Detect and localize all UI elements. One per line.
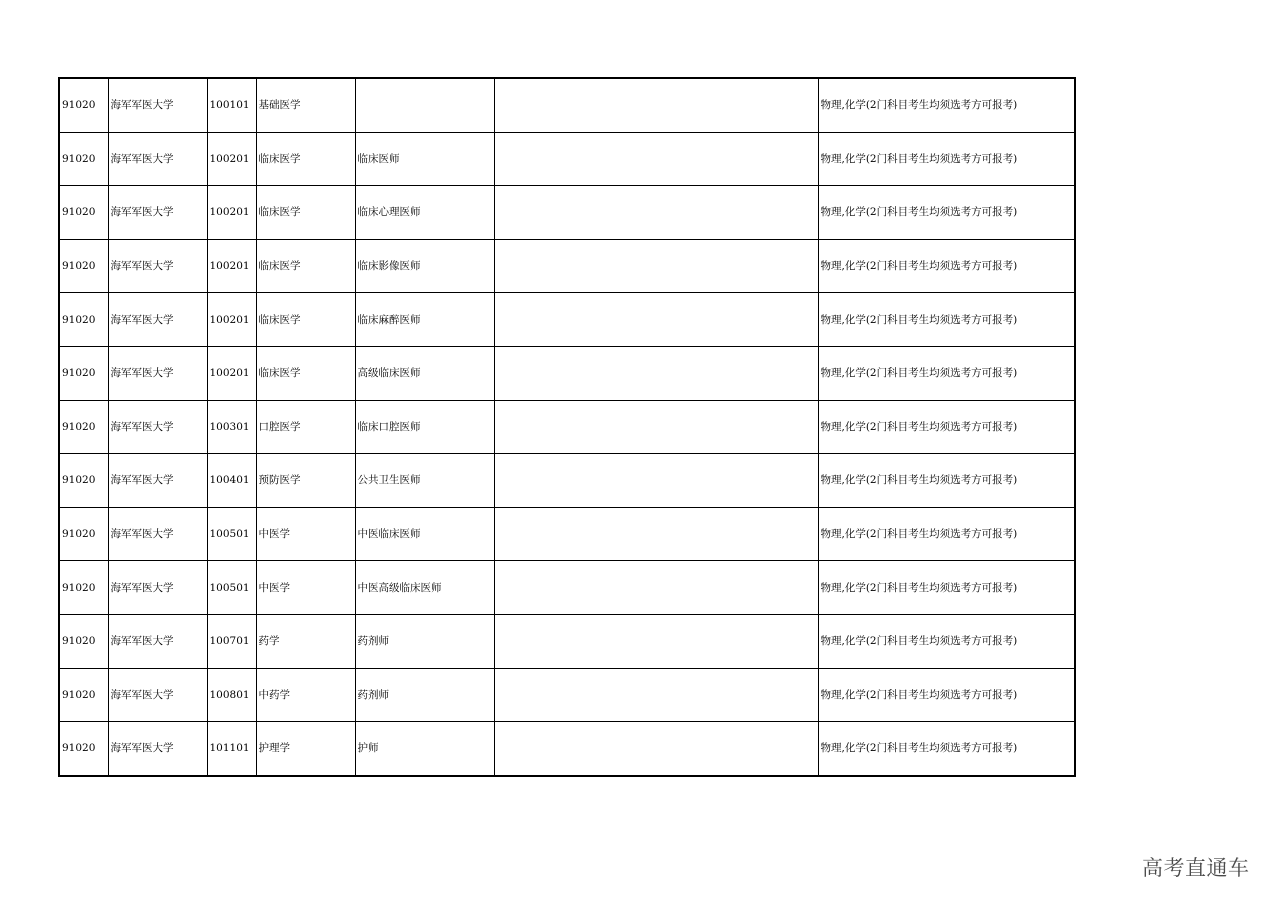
school-name-cell: 海军军医大学 [108,186,207,240]
major-direction-cell: 临床心理医师 [355,186,494,240]
major-name-cell: 预防医学 [256,454,355,508]
notes-cell [494,186,818,240]
school-name-cell: 海军军医大学 [108,293,207,347]
major-direction-cell: 药剂师 [355,614,494,668]
school-code-cell: 91020 [59,507,108,561]
subject-requirement-cell: 物理,化学(2门科目考生均须选考方可报考) [818,186,1075,240]
table-row [59,293,1075,347]
school-code-cell: 91020 [59,454,108,508]
table-row [59,400,1075,454]
school-name-cell: 海军军医大学 [108,78,207,132]
major-code-cell: 100201 [207,132,256,186]
major-name-cell: 药学 [256,614,355,668]
major-direction-cell: 临床医师 [355,132,494,186]
school-code-cell: 91020 [59,132,108,186]
table-row [59,668,1075,722]
table-row [59,132,1075,186]
school-name-cell: 海军军医大学 [108,346,207,400]
table-body [59,78,1075,776]
notes-cell [494,454,818,508]
school-code-cell: 91020 [59,78,108,132]
major-name-cell: 护理学 [256,722,355,776]
major-code-cell: 100701 [207,614,256,668]
table-row [59,346,1075,400]
major-code-cell: 100301 [207,400,256,454]
table-row [59,614,1075,668]
notes-cell [494,293,818,347]
table-row [59,561,1075,615]
major-direction-cell: 中医临床医师 [355,507,494,561]
notes-cell [494,668,818,722]
school-code-cell: 91020 [59,346,108,400]
major-name-cell: 中药学 [256,668,355,722]
major-direction-cell: 临床影像医师 [355,239,494,293]
notes-cell [494,132,818,186]
major-direction-cell: 中医高级临床医师 [355,561,494,615]
school-code-cell: 91020 [59,239,108,293]
major-name-cell: 临床医学 [256,293,355,347]
subject-requirement-cell: 物理,化学(2门科目考生均须选考方可报考) [818,454,1075,508]
major-direction-cell: 高级临床医师 [355,346,494,400]
subject-requirement-cell: 物理,化学(2门科目考生均须选考方可报考) [818,668,1075,722]
subject-requirement-cell: 物理,化学(2门科目考生均须选考方可报考) [818,614,1075,668]
major-name-cell: 中医学 [256,507,355,561]
table-row [59,454,1075,508]
admissions-table [58,77,1076,777]
major-code-cell: 100101 [207,78,256,132]
subject-requirement-cell: 物理,化学(2门科目考生均须选考方可报考) [818,78,1075,132]
notes-cell [494,614,818,668]
school-code-cell: 91020 [59,668,108,722]
school-name-cell: 海军军医大学 [108,507,207,561]
table-row [59,722,1075,776]
table-row [59,78,1075,132]
major-direction-cell [355,78,494,132]
notes-cell [494,400,818,454]
school-name-cell: 海军军医大学 [108,400,207,454]
school-name-cell: 海军军医大学 [108,722,207,776]
major-code-cell: 100201 [207,346,256,400]
table-row [59,186,1075,240]
school-code-cell: 91020 [59,614,108,668]
school-code-cell: 91020 [59,561,108,615]
watermark-text: 高考直通车 [1142,856,1250,880]
major-code-cell: 100401 [207,454,256,508]
major-name-cell: 口腔医学 [256,400,355,454]
subject-requirement-cell: 物理,化学(2门科目考生均须选考方可报考) [818,507,1075,561]
notes-cell [494,561,818,615]
school-name-cell: 海军军医大学 [108,614,207,668]
major-direction-cell: 药剂师 [355,668,494,722]
major-name-cell: 临床医学 [256,346,355,400]
subject-requirement-cell: 物理,化学(2门科目考生均须选考方可报考) [818,132,1075,186]
notes-cell [494,239,818,293]
notes-cell [494,346,818,400]
notes-cell [494,507,818,561]
major-code-cell: 100201 [207,293,256,347]
subject-requirement-cell: 物理,化学(2门科目考生均须选考方可报考) [818,346,1075,400]
major-code-cell: 100201 [207,186,256,240]
subject-requirement-cell: 物理,化学(2门科目考生均须选考方可报考) [818,293,1075,347]
subject-requirement-cell: 物理,化学(2门科目考生均须选考方可报考) [818,400,1075,454]
notes-cell [494,78,818,132]
major-code-cell: 100801 [207,668,256,722]
school-name-cell: 海军军医大学 [108,668,207,722]
major-direction-cell: 护师 [355,722,494,776]
table-row [59,239,1075,293]
subject-requirement-cell: 物理,化学(2门科目考生均须选考方可报考) [818,561,1075,615]
major-direction-cell: 临床口腔医师 [355,400,494,454]
table-row [59,507,1075,561]
major-code-cell: 100501 [207,507,256,561]
major-name-cell: 临床医学 [256,132,355,186]
subject-requirement-cell: 物理,化学(2门科目考生均须选考方可报考) [818,722,1075,776]
school-code-cell: 91020 [59,400,108,454]
school-name-cell: 海军军医大学 [108,132,207,186]
major-code-cell: 100201 [207,239,256,293]
school-name-cell: 海军军医大学 [108,561,207,615]
subject-requirement-cell: 物理,化学(2门科目考生均须选考方可报考) [818,239,1075,293]
major-name-cell: 基础医学 [256,78,355,132]
school-name-cell: 海军军医大学 [108,239,207,293]
major-direction-cell: 临床麻醉医师 [355,293,494,347]
school-code-cell: 91020 [59,186,108,240]
major-code-cell: 101101 [207,722,256,776]
school-code-cell: 91020 [59,293,108,347]
major-code-cell: 100501 [207,561,256,615]
notes-cell [494,722,818,776]
school-code-cell: 91020 [59,722,108,776]
major-direction-cell: 公共卫生医师 [355,454,494,508]
major-name-cell: 临床医学 [256,239,355,293]
major-name-cell: 临床医学 [256,186,355,240]
school-name-cell: 海军军医大学 [108,454,207,508]
major-name-cell: 中医学 [256,561,355,615]
